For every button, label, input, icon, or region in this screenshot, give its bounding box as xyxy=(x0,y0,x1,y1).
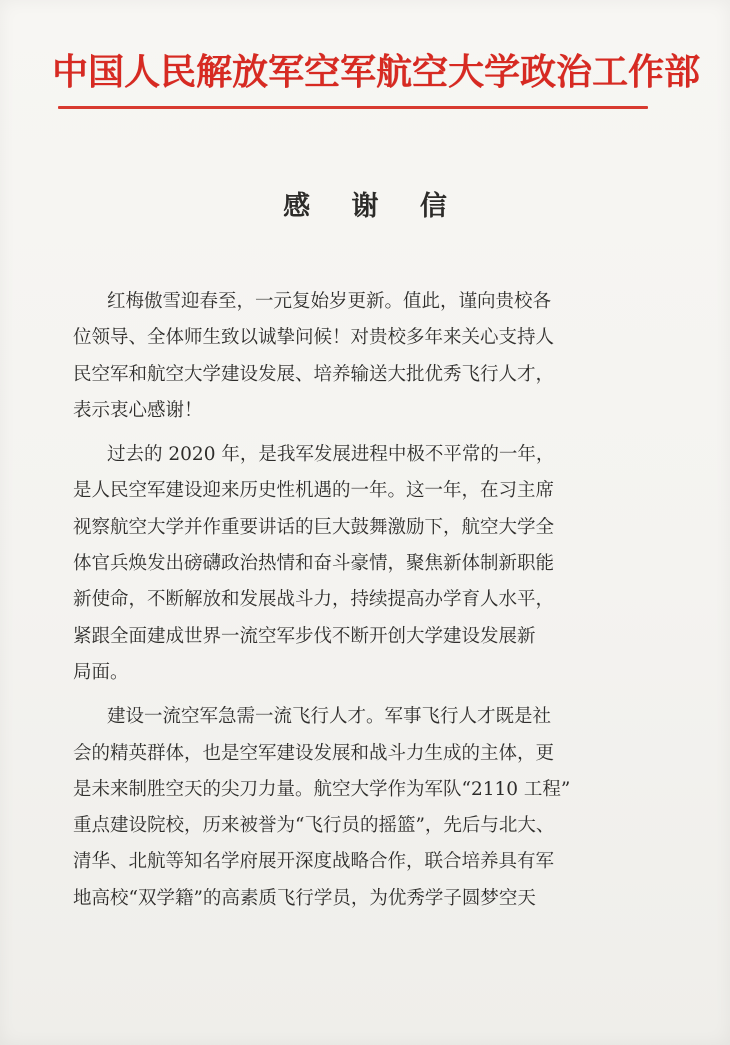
letterhead-divider xyxy=(58,106,648,109)
paragraph-line: 建设一流空军急需一流飞行人才。军事飞行人才既是社 xyxy=(107,706,552,728)
paragraph-3 xyxy=(73,699,663,917)
letterhead-title: 中国人民解放军空军航空大学政治工作部 xyxy=(52,51,701,93)
paragraph-line: 红梅傲雪迎春至，一元复始岁更新。值此，谨向贵校各 xyxy=(107,291,552,312)
paragraph-line: 位领导、全体师生致以诚挚问候！对贵校多年来关心支持人 xyxy=(73,327,555,349)
paragraph-line: 局面。 xyxy=(73,661,129,683)
paragraph-line: 体官兵焕发出磅礴政治热情和奋斗豪情，聚焦新体制新职能 xyxy=(73,553,555,575)
paragraph-line: 是人民空军建设迎来历史性机遇的一年。这一年，在习主席 xyxy=(73,480,555,502)
paragraph-line: 民空军和航空大学建设发展、培养输送大批优秀飞行人才， xyxy=(73,363,555,385)
letter-body xyxy=(73,284,663,917)
paragraph-2 xyxy=(73,437,663,691)
paragraph-line: 表示衷心感谢！ xyxy=(73,399,203,421)
paragraph-line: 是未来制胜空天的尖刀力量。航空大学作为军队“2110 工程” xyxy=(73,778,571,800)
paragraph-line: 紧跟全面建成世界一流空军步伐不断开创大学建设发展新 xyxy=(73,625,536,647)
paragraph-line: 重点建设院校，历来被誉为“飞行员的摇篮”，先后与北大、 xyxy=(73,815,555,837)
document-title: 感 谢 信 xyxy=(283,191,463,222)
paragraph-line: 视察航空大学并作重要讲话的巨大鼓舞激励下，航空大学全 xyxy=(73,516,555,538)
paragraph-line: 地高校“双学籍”的高素质飞行学员，为优秀学子圆梦空天 xyxy=(73,887,536,909)
paragraph-1 xyxy=(73,284,663,429)
paragraph-spacing xyxy=(73,429,663,437)
paragraph-line: 会的精英群体，也是空军建设发展和战斗力生成的主体，更 xyxy=(73,742,555,764)
paragraph-line: 过去的 2020 年，是我军发展进程中极不平常的一年， xyxy=(107,444,555,466)
paragraph-line: 清华、北航等知名学府展开深度战略合作，联合培养具有军 xyxy=(73,851,555,873)
paragraph-line: 新使命，不断解放和发展战斗力，持续提高办学育人水平， xyxy=(73,589,555,611)
paragraph-spacing xyxy=(73,691,663,699)
